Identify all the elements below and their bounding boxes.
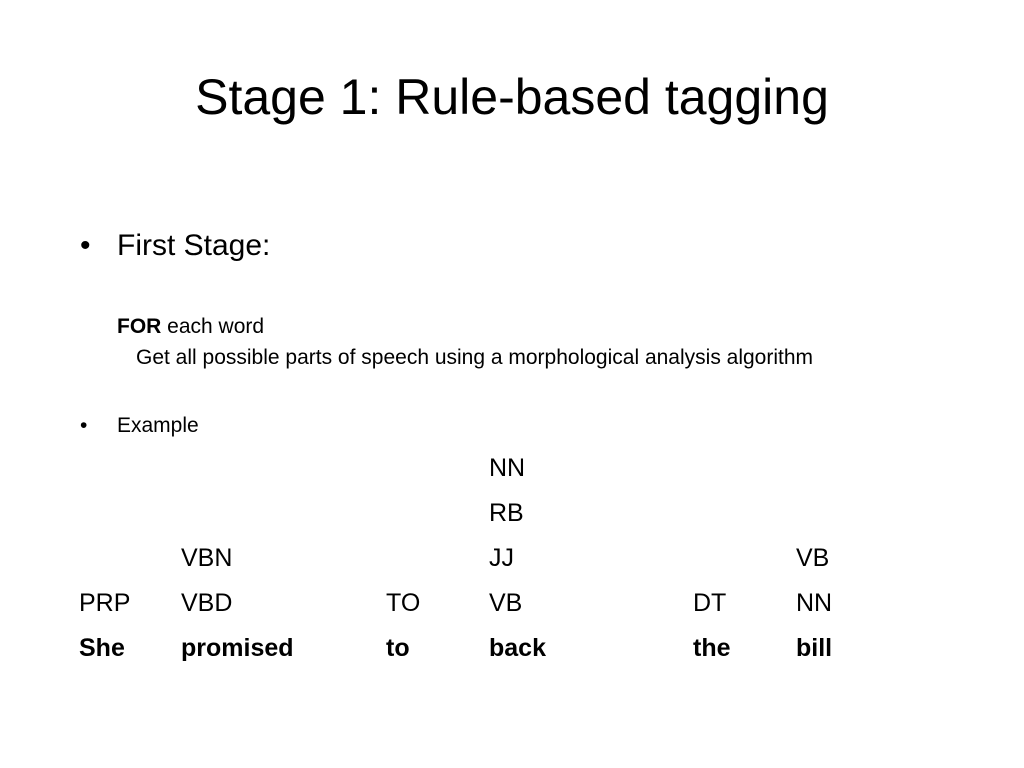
loop-body-line: Get all possible parts of speech using a morphological analysis algorithm <box>136 346 814 369</box>
for-rest: each word <box>161 315 265 338</box>
bullet-dot-icon: • <box>80 414 88 437</box>
pos-tag: JJ <box>489 544 514 572</box>
example-word: back <box>489 634 546 662</box>
pos-tag: VBN <box>181 544 233 572</box>
bullet-text: First Stage: <box>117 229 271 262</box>
example-word: promised <box>181 634 294 662</box>
pos-tag: DT <box>693 589 727 617</box>
bullet-dot-icon: • <box>80 229 91 262</box>
example-word: bill <box>796 634 833 662</box>
pos-tag: TO <box>386 589 421 617</box>
pos-tag: VB <box>796 544 830 572</box>
bullet-text: Example <box>117 414 199 437</box>
for-keyword: FOR <box>117 315 162 338</box>
pos-tag: VBD <box>181 589 233 617</box>
example-word: She <box>79 634 125 662</box>
pos-tag: VB <box>489 589 523 617</box>
example-word: the <box>693 634 731 662</box>
pos-tag: NN <box>489 454 526 482</box>
slide-title: Stage 1: Rule-based tagging <box>195 69 829 125</box>
pos-tag: NN <box>796 589 833 617</box>
pos-tag: PRP <box>79 589 131 617</box>
pos-tag: RB <box>489 499 524 527</box>
example-word: to <box>386 634 410 662</box>
